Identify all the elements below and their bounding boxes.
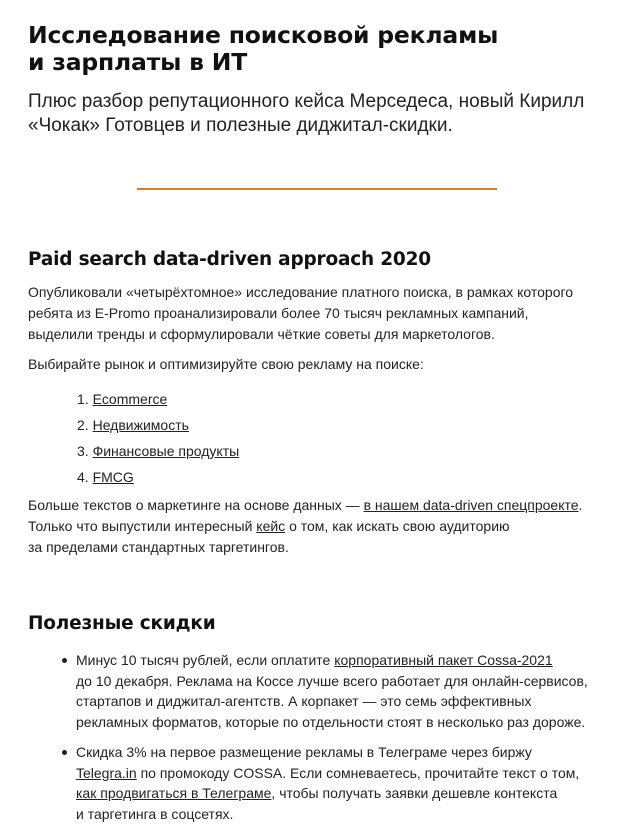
choose-market-text: Выбирайте рынок и оптимизируйте свою рекламу на поиске: [28, 356, 424, 372]
newsletter-subtitle [28, 90, 618, 138]
market-link-finance[interactable]: Финансовые продукты [92, 443, 240, 459]
title-line-1: Исследование поисковой рекламы [28, 21, 499, 49]
data-driven-project-link[interactable]: в нашем data-driven спецпроекте [363, 497, 579, 513]
market-number: 3. [77, 443, 89, 459]
item2-mid: по промокоду COSSA. Если сомневаетесь, прочитайте текст о том, [136, 764, 580, 781]
case-link[interactable]: кейс [256, 518, 286, 534]
list-item [28, 467, 618, 493]
list-item [28, 441, 618, 467]
market-link-ecommerce[interactable]: Ecommerce [92, 391, 168, 407]
intro-line-2: ребята из E-Promo проанализировали более 70 тысяч рекламных кампаний, [28, 305, 529, 321]
item2-suffix: , чтобы получать заявки дешевле контекста [271, 785, 558, 801]
item1-line-3: стартапов и диджитал-агентств. А корпакет — это семь эффективных [76, 693, 532, 709]
case-prefix: Только что выпустили интересный [28, 518, 257, 534]
case-suffix: о том, как искать свою аудиторию [285, 518, 510, 534]
list-item [28, 389, 618, 415]
title-line-2: и зарплаты в ИТ [28, 48, 248, 76]
more-texts-paragraph [28, 495, 618, 558]
list-item [28, 415, 618, 441]
orange-divider [137, 188, 497, 190]
market-list [28, 389, 618, 493]
subtitle-line-2: «Чокак» Готовцев и полезные диджитал-скидки. [28, 115, 453, 136]
bullet-icon [62, 750, 67, 755]
market-number: 4. [77, 469, 89, 485]
market-link-real-estate[interactable]: Недвижимость [92, 417, 189, 433]
item2-line-1: Скидка 3% на первое размещение рекламы в Телеграме через биржу [76, 744, 532, 760]
discounts-section [28, 613, 618, 824]
item2-line-4: и таргетинга в соцсетях. [76, 805, 234, 822]
paid-search-intro [28, 282, 618, 345]
case-line-2: за пределами стандартных таргетингов. [28, 539, 289, 555]
more-prefix: Больше текстов о маркетинге на основе данных — [28, 497, 364, 513]
intro-line-3: выделили тренды и сформулировали чёткие советы для маркетологов. [28, 326, 495, 342]
market-link-fmcg[interactable]: FMCG [92, 469, 134, 485]
newsletter-title [28, 0, 618, 76]
list-item [28, 742, 618, 824]
bullet-icon [62, 658, 67, 663]
paid-search-section [28, 249, 618, 558]
discounts-heading: Полезные скидки [28, 613, 216, 634]
newsletter [28, 0, 618, 822]
discounts-list [28, 650, 618, 824]
more-suffix: . [578, 497, 583, 513]
cossa-package-link[interactable]: корпоративный пакет Cossa-2021 [334, 652, 553, 668]
item1-prefix: Минус 10 тысяч рублей, если оплатите [76, 652, 335, 668]
subtitle-line-1: Плюс разбор репутационного кейса Мерседеса, новый Кирилл [28, 91, 585, 112]
telegrain-link[interactable]: Telegra.in [76, 764, 137, 781]
item1-line-2: до 10 декабря. Реклама на Коссе лучше всего работает для онлайн-сервисов, [76, 672, 588, 689]
item1-line-4: рекламных форматов, которые по отдельности стоят в несколько раз дороже. [76, 713, 586, 730]
paid-search-heading: Paid search data-driven approach 2020 [28, 249, 431, 270]
market-number: 1. [77, 391, 89, 407]
market-number: 2. [77, 417, 89, 433]
list-item [28, 650, 618, 732]
telegram-promo-link[interactable]: как продвигаться в Телеграме [76, 785, 272, 801]
intro-line-1: Опубликовали «четырёхтомное» исследование платного поиска, в рамках которого [28, 284, 574, 300]
